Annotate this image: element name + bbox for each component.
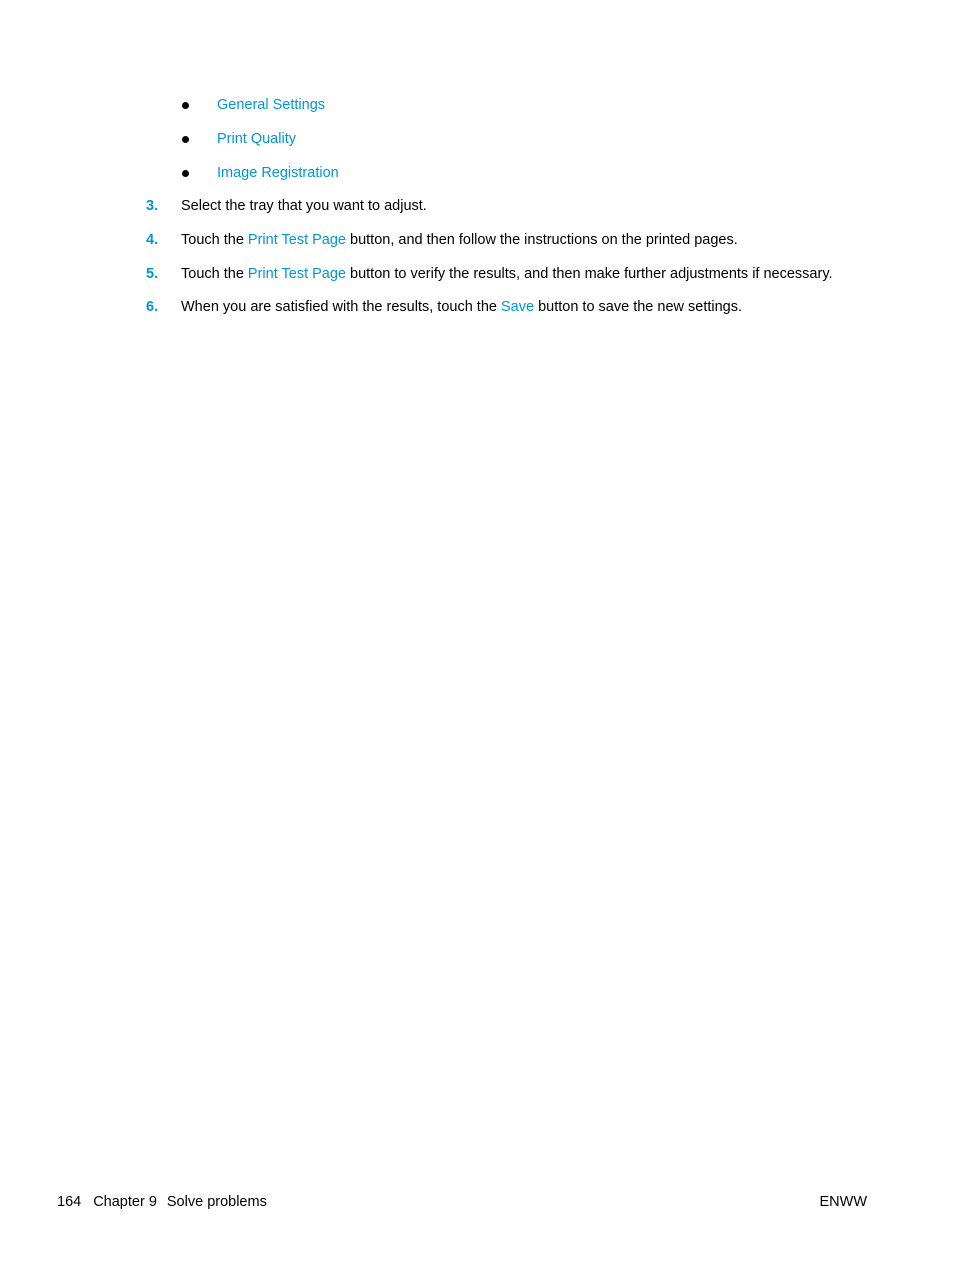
step-text: Select the tray that you want to adjust. <box>181 198 427 214</box>
list-item <box>181 95 325 115</box>
step-text: When you are satisfied with the results, touch the Save button to save the new settings. <box>181 299 743 315</box>
page-footer-right <box>819 1192 867 1212</box>
bullet-icon <box>182 170 189 177</box>
general-settings-link[interactable]: General Settings <box>217 97 326 113</box>
step-5 <box>146 264 833 284</box>
doc-code: ENWW <box>819 1194 867 1210</box>
step-number: 6. <box>146 299 159 315</box>
print-test-page-link[interactable]: Print Test Page <box>247 266 346 282</box>
save-link[interactable]: Save <box>500 299 535 315</box>
step-6 <box>146 297 742 317</box>
bullet-icon <box>182 136 189 143</box>
step-number: 5. <box>146 266 159 282</box>
chapter-label: Chapter 9 <box>93 1194 157 1210</box>
print-test-page-link[interactable]: Print Test Page <box>247 232 346 248</box>
step-3 <box>146 196 427 216</box>
list-item <box>181 163 339 183</box>
step-number: 4. <box>146 232 159 248</box>
chapter-title: Solve problems <box>166 1194 267 1210</box>
step-text: Touch the Print Test Page button to verify the results, and then make further adjustments if necessary. <box>181 266 833 282</box>
page-number: 164 <box>57 1194 82 1210</box>
step-number: 3. <box>146 198 159 214</box>
bullet-icon <box>182 102 189 109</box>
image-registration-link[interactable]: Image Registration <box>217 165 339 181</box>
list-item <box>181 129 296 149</box>
page-footer-left <box>57 1192 267 1212</box>
print-quality-link[interactable]: Print Quality <box>217 131 296 147</box>
step-4 <box>146 230 738 250</box>
step-text: Touch the Print Test Page button, and then follow the instructions on the printed pages. <box>181 232 738 248</box>
